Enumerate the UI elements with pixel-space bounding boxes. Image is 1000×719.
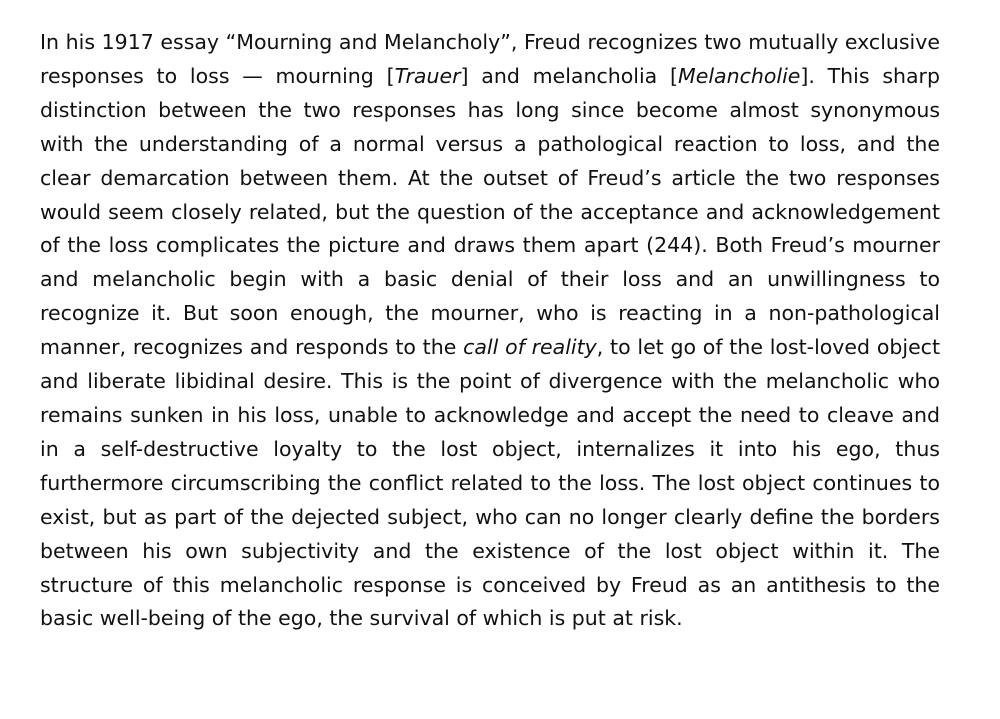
paragraph-text: In his 1917 essay “Mourning and Melancholy”, Freud recognizes two mutually exclusive responses to loss — mourning [ (40, 30, 940, 88)
italic-phrase-call-of-reality: call of reality (463, 335, 597, 360)
italic-term-trauer: Trauer (394, 63, 461, 88)
paragraph-text: , to let go of the lost-loved object and liberate libidinal desire. This is the point of divergence with the melancholic who remains sunken in his loss, unable to acknowledge and accept the need to cleave and in a self-destructive loyalty to the lost object, internalizes it into his ego, thus furthermore circumscribing the conflict related to the loss. The lost object continues to exist, but as part of the dejected subject, who can no longer clearly define the borders between his own subjectivity and the existence of the lost object within it. The structure of this melancholic response is conceived by Freud as an antithesis to the basic well-being of the ego, the survival of which is put at risk. (40, 335, 940, 631)
paragraph-text: ] and melancholia [ (460, 63, 679, 88)
italic-term-melancholie: Melancholie (678, 63, 801, 88)
body-paragraph (40, 26, 940, 636)
paragraph-text: ]. This sharp distinction between the two responses has long since become almost synonymous with the understanding of a normal versus a pathological reaction to loss, and the clear demarcation between them. At the outset of Freud’s article the two responses would seem closely related, but the question of the acceptance and acknowledgement of the loss complicates the picture and draws them apart (244). Both Freud’s mourner and melancholic begin with a basic denial of their loss and an unwillingness to recognize it. But soon enough, the mourner, who is reacting in a non-pathological manner, recognizes and responds to the (40, 63, 940, 360)
